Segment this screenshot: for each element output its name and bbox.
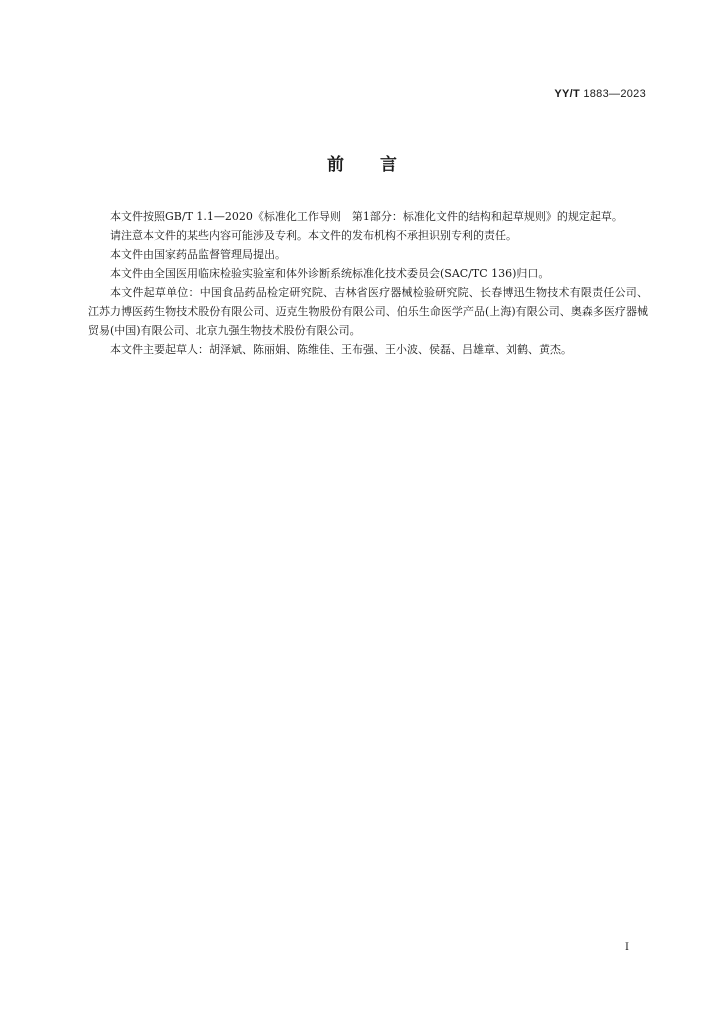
paragraph-committee: 本文件由全国医用临床检验实验室和体外诊断系统标准化技术委员会(SAC/TC 136)归口。 bbox=[110, 267, 550, 280]
paragraph-drafters: 本文件主要起草人：胡泽斌、陈丽娟、陈维佳、王布强、王小波、侯磊、吕雄章、刘鹤、黄杰。 bbox=[110, 343, 572, 356]
paragraph-proposer: 本文件由国家药品监督管理局提出。 bbox=[110, 248, 286, 261]
paragraph-drafting-units: 本文件起草单位：中国食品药品检定研究院、吉林省医疗器械检验研究院、长春博迅生物技术有限责任公司、江苏力博医药生物技术股份有限公司、迈克生物股份有限公司、伯乐生命医学产品(上海)有限公司、奥森多医疗器械贸易(中国)有限公司、北京九强生物技术股份有限公司。 bbox=[88, 286, 648, 337]
paragraph-patent-notice: 请注意本文件的某些内容可能涉及专利。本文件的发布机构不承担识别专利的责任。 bbox=[110, 229, 517, 242]
standard-code bbox=[554, 88, 646, 100]
standard-code-prefix: YY/T bbox=[554, 88, 580, 100]
standard-code-number: 1883—2023 bbox=[583, 88, 646, 100]
foreword-body bbox=[88, 207, 648, 359]
paragraph-drafting-rules: 本文件按照GB/T 1.1—2020《标准化工作导则 第1部分：标准化文件的结构和起草规则》的规定起草。 bbox=[110, 210, 623, 223]
page-title: 前言 bbox=[327, 155, 433, 175]
page-number: I bbox=[625, 942, 629, 953]
